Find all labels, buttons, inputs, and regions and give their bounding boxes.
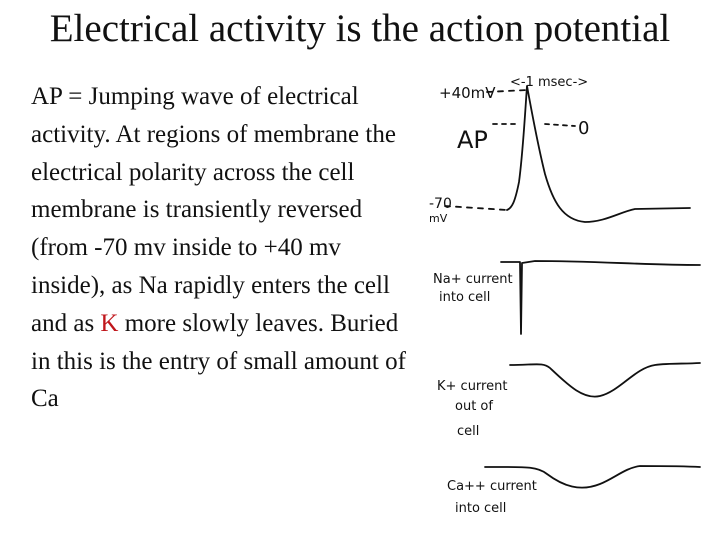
na-current-trace <box>501 261 700 334</box>
potassium-symbol: K <box>100 309 119 337</box>
ap-label: AP <box>457 126 488 154</box>
k-current-label-line1: K+ current <box>437 379 508 394</box>
rest-potential-unit: mV <box>429 212 448 225</box>
ca-current-label-line1: Ca++ current <box>447 479 537 494</box>
k-current-label-line2: out of <box>455 399 493 414</box>
slide-title: Electrical activity is the action potential <box>49 7 671 50</box>
action-potential-trace <box>507 86 690 222</box>
rest-dashed-line <box>445 206 507 210</box>
na-current-label-line1: Na+ current <box>433 272 513 287</box>
rest-potential-label: -70 <box>429 196 452 212</box>
paragraph-text-2: more slowly leaves. Buried in this is the entry of small amount of Ca <box>31 309 406 413</box>
action-potential-diagram <box>415 62 715 522</box>
na-current-label-line2: into cell <box>439 290 491 305</box>
ca-current-label-line2: into cell <box>455 501 507 516</box>
paragraph-text-1: AP = Jumping wave of electrical activity. At regions of membrane the electrical polarity across the cell membrane is transiently reversed (from -70 mv inside to +40 mv inside), as Na rapidly enters the cell and as <box>31 83 396 337</box>
plus40-label: +40mV <box>439 84 496 102</box>
time-scale-label: <-1 msec-> <box>510 75 589 90</box>
k-current-label-line3: cell <box>457 424 480 439</box>
zero-label: 0 <box>578 118 590 139</box>
k-current-trace <box>510 363 700 397</box>
body-paragraph <box>31 78 411 418</box>
